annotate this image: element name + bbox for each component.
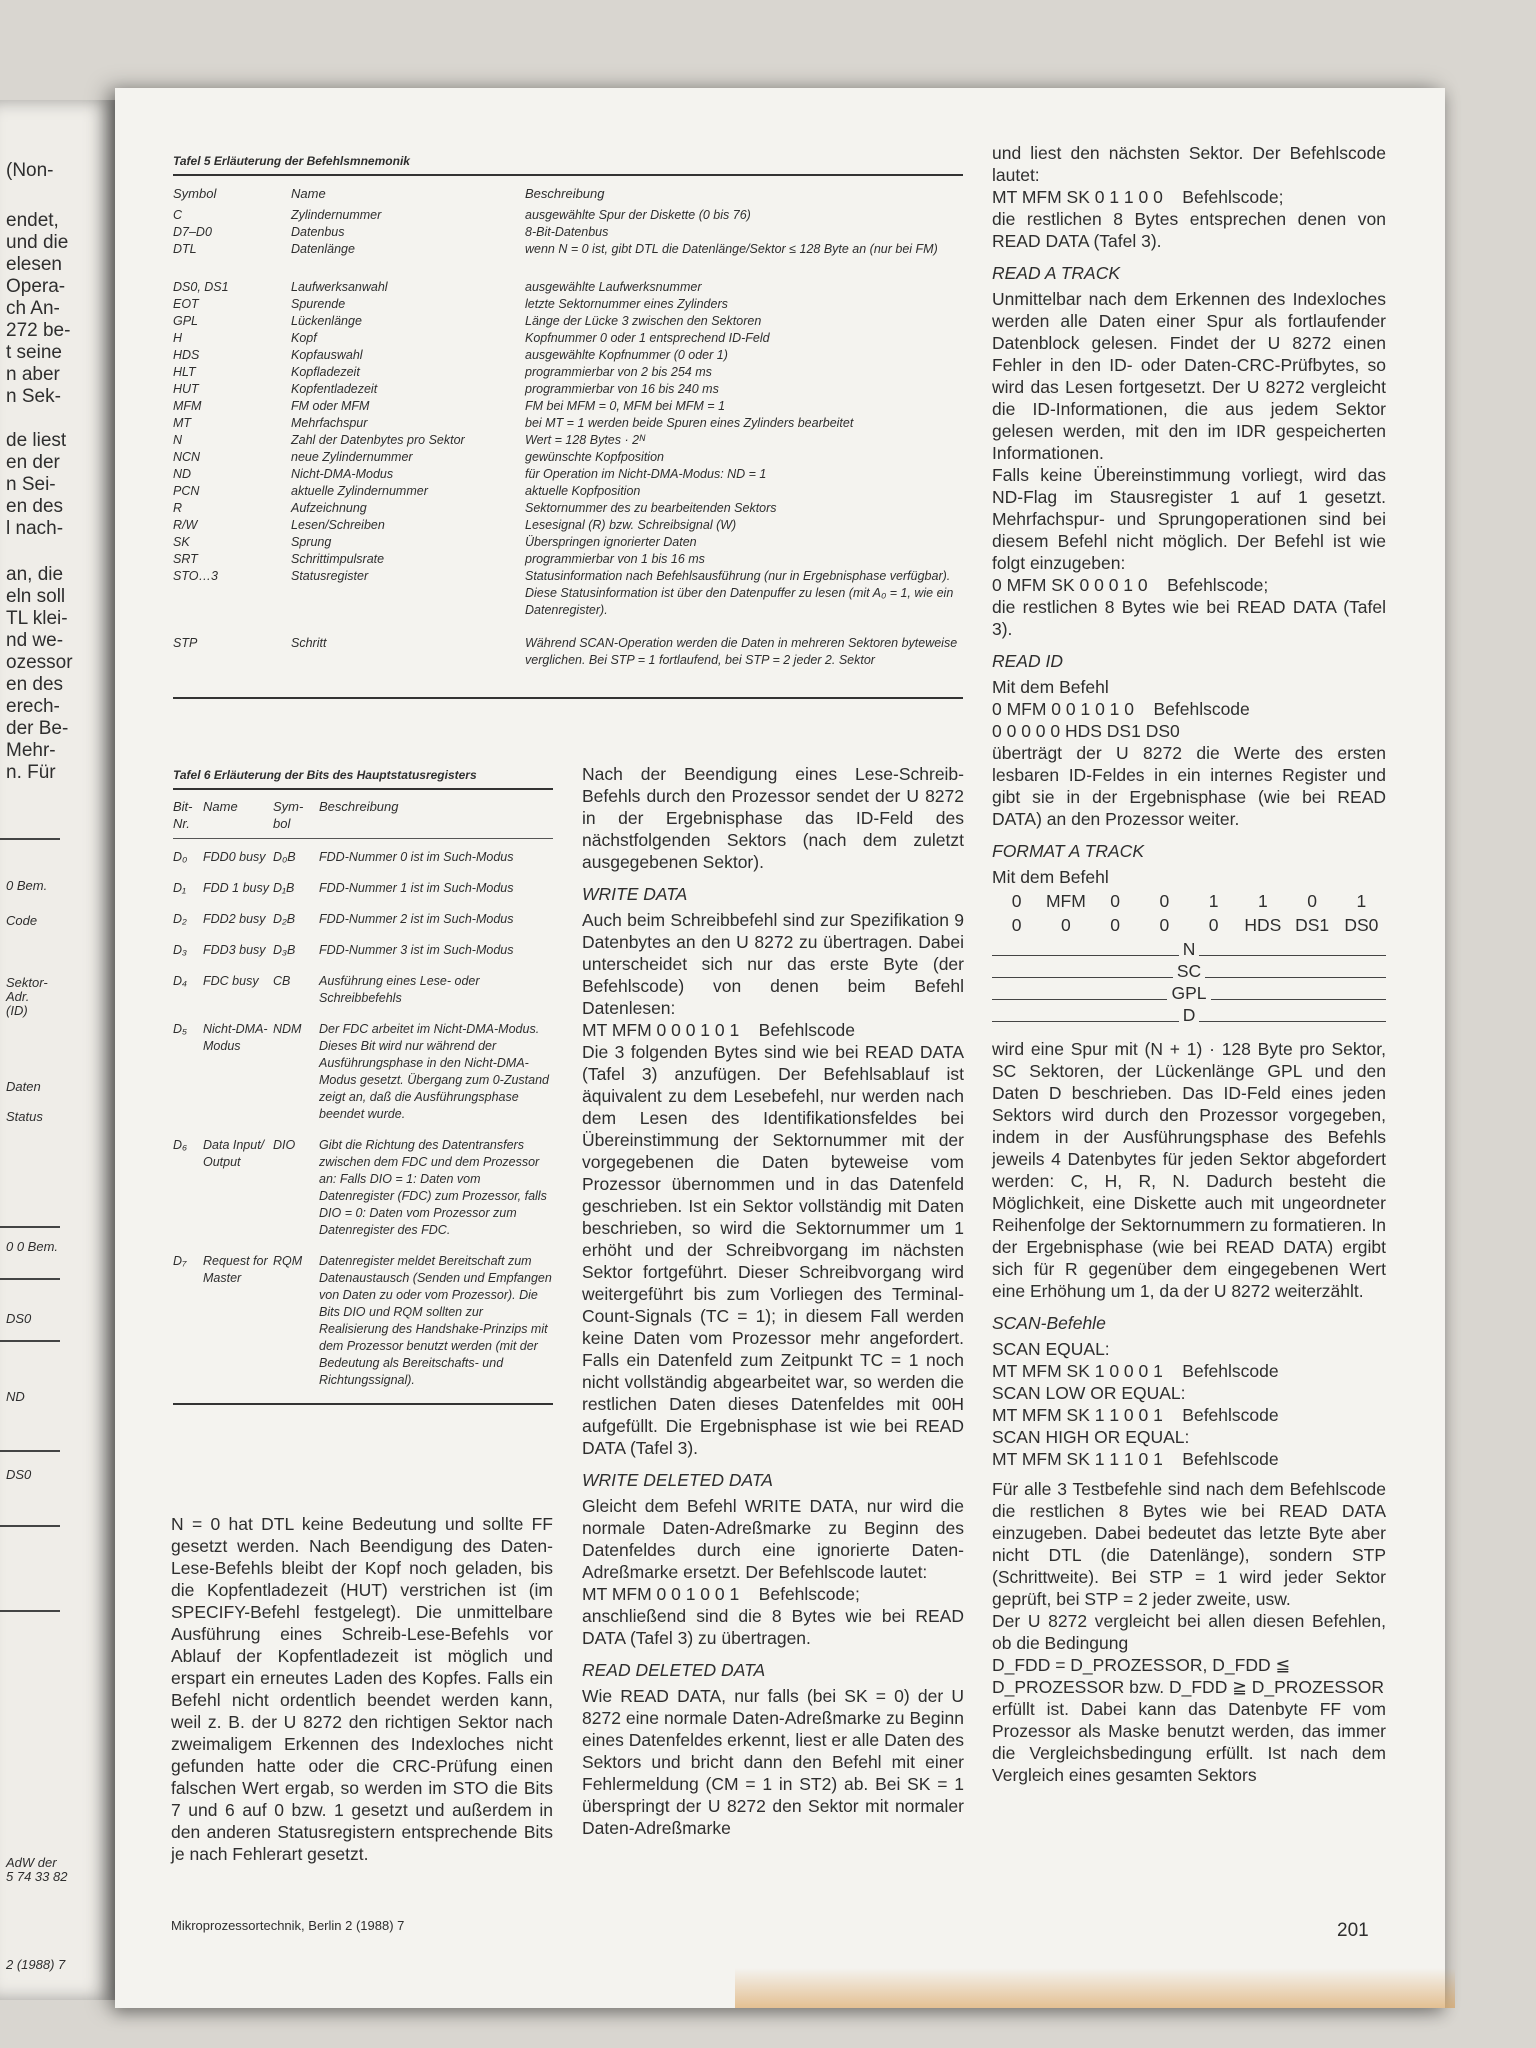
name-cell: FDD0 busy (203, 850, 266, 864)
left-page-text-line: an, die (6, 564, 64, 585)
paragraph: Unmittelbar nach dem Erkennen des Indexloches werden alle Daten einer Spur als fortlaufender Datenblock gelesen. Findet der U 8272 einen Fehler in den ID- oder Daten-CRC-Prüfbytes, so wird das Lesen fortgesetzt. Der U 8272 vergleicht die ID-Informationen, die aus jedem Sektor gelesen werden, mit den im IDR gespeicherten Informationen. (992, 289, 1386, 463)
left-page-label: DS0 (6, 1467, 32, 1482)
format-bit: 0 (1061, 915, 1071, 935)
left-page-rule (0, 1340, 60, 1342)
name-cell: Zylindernummer (291, 208, 382, 222)
left-page-text-line: Mehr- (6, 740, 56, 761)
name-cell: Aufzeichnung (291, 501, 367, 515)
symbol-cell: MT (173, 416, 192, 430)
table-row (173, 398, 963, 415)
symbol-cell: NCN (173, 450, 201, 464)
name-cell: Lückenlänge (291, 314, 362, 328)
symbol-cell: R (173, 501, 183, 515)
symbol-cell: HDS (173, 348, 200, 362)
format-bit: 1 (1258, 891, 1268, 911)
column-right (992, 142, 1386, 1786)
table-row (173, 619, 963, 691)
left-page-rule (0, 1525, 60, 1527)
left-page-label: (ID) (6, 1003, 28, 1018)
paragraph: Auch beim Schreibbefehl sind zur Spezifikation 9 Datenbytes an den U 8272 zu übertragen. Dabei unterscheidet sich nur das erste Byte (der Befehlscode) von denen beim Befehl Datenlesen: (582, 910, 964, 1018)
description-cell: gewünschte Kopfposition (525, 450, 664, 464)
description-cell: Gibt die Richtung des Datentransfers zwischen dem FDC und dem Prozessor an: Falls DIO = 1: Daten vom Datenregister (FDC) zum Prozessor, falls DIO = 0: Daten vom Prozessor zum Datenregister des FDC. (319, 1138, 547, 1237)
symbol-cell: MFM (173, 399, 202, 413)
left-page-text-line: de liest (6, 430, 67, 451)
section-heading-write-deleted-data: WRITE DELETED DATA (582, 1470, 773, 1490)
description-cell: FDD-Nummer 1 ist im Such-Modus (319, 881, 514, 895)
left-page-label: ND (6, 1389, 25, 1404)
command-code: MT MFM 0 0 0 1 0 1 Befehlscode (582, 1020, 855, 1040)
left-page-rule (0, 838, 60, 840)
table-row (173, 1253, 553, 1403)
paragraph: Mit dem Befehl (992, 867, 1109, 887)
table-5-header-name: Name (291, 186, 326, 201)
format-bit: 0 (1110, 915, 1120, 935)
name-cell: Schritt (291, 636, 327, 650)
name-cell: FDD3 busy (203, 943, 266, 957)
name-cell: Request for Master (203, 1254, 268, 1285)
command-code: 0 MFM 0 0 1 0 1 0 Befehlscode (992, 699, 1250, 719)
left-page-text-line: der Be- (6, 718, 69, 739)
column-middle (582, 763, 964, 1839)
format-bit: 0 (1159, 915, 1170, 935)
description-cell: FDD-Nummer 0 ist im Such-Modus (319, 850, 514, 864)
section-heading-read-a-track: READ A TRACK (992, 263, 1121, 283)
description-cell: Datenregister meldet Bereitschaft zum Datenaustausch (Senden und Empfangen von Daten zu oder vom Prozessor). Die Bits DIO und RQM sollten zur Realisierung des Handshake-Prinzips mit dem Prozessor benutzt werden (mit der Bedeutung als Bereitschafts- und Richtungssignal). (319, 1254, 552, 1387)
format-parameter-label: N (1182, 939, 1196, 959)
symbol-cell: EOT (173, 297, 199, 311)
description-cell: ausgewählte Laufwerksnummer (525, 280, 702, 294)
table-row (173, 207, 963, 224)
section-heading-read-id: READ ID (992, 651, 1063, 671)
name-cell: Nicht-DMA-Modus (203, 1022, 268, 1053)
name-cell: neue Zylindernummer (291, 450, 413, 464)
description-cell: Kopfnummer 0 oder 1 entsprechend ID-Feld (525, 331, 770, 345)
bit-cell: D₇ (173, 1254, 187, 1268)
table-row (173, 911, 553, 942)
symbol-cell: SRT (173, 552, 198, 566)
symbol-cell: STP (173, 636, 198, 650)
left-page-rule (0, 1278, 60, 1280)
table-row (173, 347, 963, 364)
name-cell: Data Input/ Output (203, 1138, 265, 1169)
table-row (173, 880, 553, 911)
scan-command-list (992, 1338, 1386, 1470)
description-cell: letzte Sektornummer eines Zylinders (525, 297, 728, 311)
left-page-text-line: und die (6, 232, 69, 253)
left-page-label: Sektor- (6, 975, 48, 990)
left-page-rule (0, 1450, 60, 1452)
table-row (173, 279, 963, 296)
description-cell: FDD-Nummer 2 ist im Such-Modus (319, 912, 514, 926)
table-row (173, 534, 963, 551)
paragraph: anschließend sind die 8 Bytes wie bei READ DATA (Tafel 3) zu übertragen. (582, 1606, 964, 1648)
table-6 (173, 768, 553, 1405)
table-row (173, 500, 963, 517)
table-5-title: Tafel 5 Erläuterung der Befehlsmnemonik (173, 154, 410, 168)
name-cell: Kopfauswahl (291, 348, 363, 362)
table-row (173, 517, 963, 534)
symbol-cell: CB (273, 974, 291, 988)
symbol-cell: NDM (273, 1022, 302, 1036)
description-cell: Sektornummer des zu bearbeitenden Sektors (525, 501, 777, 515)
left-page-rule (0, 1226, 60, 1228)
symbol-cell: D7–D0 (173, 225, 212, 239)
paragraph: Mit dem Befehl (992, 677, 1109, 697)
bit-cell: D₄ (173, 974, 188, 988)
paper-stain (735, 1968, 1455, 2008)
description-cell: programmierbar von 1 bis 16 ms (525, 552, 705, 566)
table-5 (173, 154, 963, 699)
table-row (173, 330, 963, 347)
description-cell: FDD-Nummer 3 ist im Such-Modus (319, 943, 514, 957)
table-row (173, 849, 553, 880)
format-bit: 0 (1208, 915, 1219, 935)
description-cell: programmierbar von 2 bis 254 ms (525, 365, 712, 379)
bit-cell: D₆ (173, 1138, 188, 1152)
table-row (173, 241, 963, 279)
bit-cell: D₁ (173, 881, 186, 895)
command-code: 0 MFM SK 0 0 0 1 0 Befehlscode; (992, 575, 1269, 595)
description-cell: Während SCAN-Operation werden die Daten in mehreren Sektoren byteweise verglichen. Bei STP = 1 fortlaufend, bei STP = 2 jeder 2. Sektor (525, 636, 958, 667)
left-page-text-line: nd we- (6, 630, 64, 651)
section-heading-read-deleted-data: READ DELETED DATA (582, 1660, 766, 1680)
left-page-text-line: 272 be- (6, 320, 71, 341)
left-page-label: Adr. (6, 989, 30, 1004)
paragraph: Nach der Beendigung eines Lese-Schreib-Befehls durch den Prozessor sendet der U 8272 in der Ergebnisphase das ID-Feld des nächstfolgenden Sektors (nach dem zuletzt ausgegebenen Sektor). (582, 764, 964, 872)
description-cell: ausgewählte Spur der Diskette (0 bis 76) (525, 208, 751, 222)
left-page-label: DS0 (6, 1311, 32, 1326)
table-6-grid (173, 790, 553, 1403)
format-command-byte-2 (992, 914, 1386, 936)
section-heading-format-a-track: FORMAT A TRACK (992, 841, 1144, 861)
table-row (173, 551, 963, 568)
symbol-cell: R/W (173, 518, 198, 532)
description-cell: Überspringen ignorierter Daten (525, 535, 697, 549)
symbol-cell: SK (173, 535, 190, 549)
paragraph: die restlichen 8 Bytes wie bei READ DATA (Tafel 3). (992, 597, 1386, 639)
format-parameter-line (992, 1004, 1386, 1026)
name-cell: Spurende (291, 297, 346, 311)
left-page-text-line: elesen (6, 254, 62, 275)
left-page-text-line: en des (6, 674, 64, 695)
paragraph: Der U 8272 vergleicht bei allen diesen Befehlen, ob die Bedingung (992, 1611, 1386, 1653)
left-page-label: 2 (1988) 7 (6, 1957, 66, 1972)
table-6-header-bit: Bit-Nr. (173, 799, 193, 831)
name-cell: Datenbus (291, 225, 345, 239)
paragraph: Die 3 folgenden Bytes sind wie bei READ DATA (Tafel 3) anzufügen. Der Befehlsablauf ist äquivalent zu dem Lesebefehl, nur werden nach dem Lesen des Identifikationsfeldes bei Übereinstimmung der Sektornummer mit der vorgegebenen die Daten byteweise vom Prozessor übernommen und in das Datenfeld geschrieben. Ist ein Sektor vollständig mit Daten beschrieben, so wird die Sektornummer um 1 erhöht und der Schreibvorgang im nächsten Sektor fortgeführt. Dieser Schreibvorgang wird weitergeführt bis zum Vorliegen des Terminal-Count-Signals (TC = 1); in diesem Fall werden keine Daten vom Prozessor mehr angefordert. Falls ein Datenfeld zum Zeitpunkt TC = 1 noch nicht vollständig abgearbeitet war, so werden die restlichen Daten dieses Datenfeldes mit 00H aufgefüllt. Die Ergebnisphase ist wie bei READ DATA (Tafel 3). (582, 1042, 964, 1458)
left-page-text-line: ch An- (6, 298, 60, 319)
document-page (115, 88, 1445, 2008)
table-6-header-symbol: Sym-bol (273, 799, 304, 831)
bit-cell: D₀ (173, 850, 188, 864)
bit-cell: D₅ (173, 1022, 188, 1036)
left-page-label: 5 74 33 82 (6, 1869, 68, 1884)
description-cell: Wert = 128 Bytes · 2ᴺ (525, 433, 645, 447)
left-page-text-line: eln soll (6, 586, 66, 607)
scan-command-line: SCAN EQUAL: (992, 1339, 1110, 1359)
symbol-cell: STO…3 (173, 569, 218, 583)
table-row (173, 449, 963, 466)
format-parameter-line (992, 960, 1386, 982)
paragraph: erfüllt ist. Dabei kann das Datenbyte FF vom Prozessor als Maske benutzt werden, das immer die Vergleichsbedingung erfüllt. Ist nach dem Vergleich eines gesamten Sektors (992, 1699, 1386, 1785)
paragraph: Für alle 3 Testbefehle sind nach dem Befehlscode die restlichen 8 Bytes wie bei READ DATA einzugeben. Dabei bedeutet das letzte Byte aber nicht DTL (die Datenlänge), sondern STP (Schrittweite). Bei STP = 1 wird jeder Sektor geprüft, bei STP = 2 jeder zweite, usw. (992, 1479, 1386, 1609)
table-row (173, 432, 963, 449)
description-cell: bei MT = 1 werden beide Spuren eines Zylinders bearbeitet (525, 416, 854, 430)
paragraph: Wie READ DATA, nur falls (bei SK = 0) der U 8272 eine normale Daten-Adreßmarke zu Beginn eines Datenfeldes erkennt, liest er alle Daten des Sektors und bricht dann den Befehl mit einer Fehlermeldung (CM = 1 in ST2) ab. Bei SK = 1 überspringt der U 8272 den Sektor mit normaler Daten-Adreßmarke (582, 1686, 964, 1838)
section-heading-scan: SCAN-Befehle (992, 1313, 1106, 1333)
symbol-cell: GPL (173, 314, 199, 328)
name-cell: Laufwerksanwahl (291, 280, 388, 294)
table-row (173, 381, 963, 398)
table-row (173, 483, 963, 500)
format-parameter-label: D (1182, 1005, 1196, 1025)
left-page-rule (0, 1610, 60, 1612)
table-6-header-description: Beschreibung (319, 799, 399, 814)
symbol-cell: PCN (173, 484, 200, 498)
table-6-header-name: Name (203, 799, 238, 814)
table-row (173, 224, 963, 241)
description-cell: 8-Bit-Datenbus (525, 225, 609, 239)
column-left (171, 1513, 553, 1865)
name-cell: FDC busy (203, 974, 259, 988)
section-heading-write-data: WRITE DATA (582, 884, 688, 904)
symbol-cell: C (173, 208, 183, 222)
symbol-cell: N (173, 433, 183, 447)
description-cell: programmierbar von 16 bis 240 ms (525, 382, 719, 396)
symbol-cell: D₀B (273, 850, 296, 864)
table-row (173, 568, 963, 619)
left-facing-page (0, 100, 120, 2000)
command-code: MT MFM SK 0 1 1 0 0 Befehlscode; (992, 187, 1284, 207)
description-cell: Ausführung eines Lese- oder Schreibbefehls (319, 974, 480, 1005)
left-page-label: Code (6, 913, 38, 928)
left-page-label: Daten (6, 1079, 41, 1094)
format-parameter-label: GPL (1171, 983, 1207, 1003)
name-cell: FM oder MFM (291, 399, 370, 413)
left-page-text-line: n Sei- (6, 474, 56, 495)
name-cell: Datenlänge (291, 242, 355, 256)
name-cell: FDD 1 busy (203, 881, 269, 895)
scan-command-line: MT MFM SK 1 1 1 0 1 Befehlscode (992, 1449, 1279, 1469)
journal-footer: Mikroprozessortechnik, Berlin 2 (1988) 7 (171, 1918, 405, 1933)
symbol-cell: HLT (173, 365, 196, 379)
table-5-header-symbol: Symbol (173, 186, 217, 201)
paragraph: und liest den nächsten Sektor. Der Befehlscode lautet: (992, 143, 1386, 185)
scan-command-line: MT MFM SK 1 0 0 0 1 Befehlscode (992, 1361, 1279, 1381)
name-cell: Sprung (291, 535, 332, 549)
scan-command-line: SCAN HIGH OR EQUAL: (992, 1427, 1190, 1447)
description-cell: Lesesignal (R) bzw. Schreibsignal (W) (525, 518, 737, 532)
name-cell: Kopfladezeit (291, 365, 360, 379)
description-cell: aktuelle Kopfposition (525, 484, 641, 498)
description-cell: ausgewählte Kopfnummer (0 oder 1) (525, 348, 728, 362)
symbol-cell: DTL (173, 242, 197, 256)
paragraph: Falls keine Übereinstimmung vorliegt, wird das ND-Flag im Stausregister 1 auf 1 gesetzt. Mehrfachspur- und Sprungoperationen sind bei diesem Befehl nicht möglich. Der Befehl ist wie folgt einzugeben: (992, 465, 1386, 573)
name-cell: Nicht-DMA-Modus (291, 467, 394, 481)
symbol-cell: RQM (273, 1254, 303, 1268)
paragraph: N = 0 hat DTL keine Bedeutung und sollte FF gesetzt werden. Nach Beendigung des Daten-Lese-Befehls bleibt der Kopf noch geladen, bis die Kopfentladezeit (HUT) verstrichen ist (im SPECIFY-Befehl festgelegt). Die unmittelbare Ausführung eines Schreib-Lese-Befehls vor Ablauf der Kopfentladezeit ist möglich und erspart ein erneutes Laden des Kopfes. Falls ein Befehl nicht ordentlich beendet werden kann, weil z. B. der U 8272 den richtigen Sektor nach zweimaligem Erkennen des Indexloches nicht gefunden hatte oder die CRC-Prüfung einen falschen Wert ergab, so werden im STO die Bits 7 und 6 auf 0 bzw. 1 gesetzt und außerdem in den anderen Statusregistern entsprechende Bits je nach Fehlerart gesetzt. (171, 1514, 553, 1864)
name-cell: FDD2 busy (203, 912, 266, 926)
format-bit: HDS (1244, 915, 1282, 935)
table-5-grid (173, 178, 963, 691)
name-cell: Kopfentladezeit (291, 382, 378, 396)
symbol-cell: DIO (273, 1138, 296, 1152)
comparison-condition: D_FDD = D_PROZESSOR, D_FDD ≦ D_PROZESSOR bzw. D_FDD ≧ D_PROZESSOR (992, 1655, 1384, 1697)
format-bit: 0 (1110, 891, 1120, 911)
name-cell: Kopf (291, 331, 317, 345)
format-bit: DS1 (1295, 915, 1330, 935)
format-bit: 0 (1159, 891, 1170, 911)
format-parameter-lines (992, 938, 1386, 1026)
name-cell: Mehrfachspur (291, 416, 368, 430)
name-cell: aktuelle Zylindernummer (291, 484, 428, 498)
description-cell: wenn N = 0 ist, gibt DTL die Datenlänge/Sektor ≤ 128 Byte an (nur bei FM) (525, 242, 938, 256)
left-page-label: Status (6, 1109, 43, 1124)
left-page-label: AdW der (6, 1855, 57, 1870)
scan-command-line: SCAN LOW OR EQUAL: (992, 1383, 1186, 1403)
format-bit: 1 (1356, 891, 1367, 911)
left-page-text-line: en der (6, 452, 60, 473)
table-row (173, 313, 963, 330)
table-row (173, 364, 963, 381)
symbol-cell: HUT (173, 382, 199, 396)
table-5-header-description: Beschreibung (525, 186, 605, 201)
left-page-text-line: l nach- (6, 518, 64, 539)
paragraph: die restlichen 8 Bytes entsprechen denen von READ DATA (Tafel 3). (992, 209, 1386, 251)
format-bit: 1 (1208, 891, 1219, 911)
left-page-text-line: n. Für (6, 762, 56, 783)
symbol-cell: DS0, DS1 (173, 280, 229, 294)
name-cell: Statusregister (291, 569, 369, 583)
left-page-text-line: erech- (6, 696, 60, 717)
table-row (173, 296, 963, 313)
description-cell: Statusinformation nach Befehlsausführung (nur in Ergebnisphase verfügbar). Diese Statusinformation ist über den Datenpuffer zu lesen (mit A₀ = 1, wie ein Datenregister). (525, 569, 954, 617)
format-command-byte-1 (992, 890, 1386, 912)
left-page-text-line: t seine (6, 342, 62, 363)
bit-cell: D₃ (173, 943, 187, 957)
scan-command-line: MT MFM SK 1 1 0 0 1 Befehlscode (992, 1405, 1279, 1425)
paragraph: wird eine Spur mit (N + 1) · 128 Byte pro Sektor, SC Sektoren, der Lückenlänge GPL und den Daten D beschrieben. Das ID-Feld eines jeden Sektors wird durch den Prozessor vorgegeben, indem in der Ausführungsphase des Befehls jeweils 4 Datenbytes für jeden Sektor abgefordert werden: C, H, R, N. Dadurch besteht die Möglichkeit, eine Diskette auch mit ungeordneter Reihenfolge der Sektornummern zu formatieren. In der Ergebnisphase (wie bei READ DATA) ergibt sich für R gegenüber dem eingegebenen Wert eine Erhöhung um 1, da der U 8272 weiterzählt. (992, 1039, 1386, 1301)
symbol-cell: D₁B (273, 881, 295, 895)
format-parameter-label: SC (1176, 961, 1202, 981)
left-page-label: 0 0 Bem. (6, 1239, 59, 1254)
description-cell: Der FDC arbeitet im Nicht-DMA-Modus. Dieses Bit wird nur während der Ausführungsphase in den Nicht-DMA-Modus gesetzt. Übergang zum 0-Zustand zeigt an, daß die Ausführungsphase beendet wurde. (319, 1022, 549, 1121)
command-code: MT MFM 0 0 1 0 0 1 Befehlscode; (582, 1584, 860, 1604)
paragraph: überträgt der U 8272 die Werte des ersten lesbaren ID-Feldes in ein internes Register und gibt sie in der Ergebnisphase (wie bei READ DATA) an den Prozessor weiter. (992, 743, 1386, 829)
table-row (173, 415, 963, 432)
description-cell: Länge der Lücke 3 zwischen den Sektoren (525, 314, 762, 328)
left-page-text-line: n aber (6, 364, 60, 385)
table-row (173, 1137, 553, 1253)
name-cell: Schrittimpulsrate (291, 552, 385, 566)
format-bit: DS0 (1344, 915, 1379, 935)
command-code: 0 0 0 0 0 HDS DS1 DS0 (992, 721, 1180, 741)
page-number: 201 (1337, 1920, 1369, 1941)
format-parameter-line (992, 982, 1386, 1004)
left-page-text-line: en des (6, 496, 64, 517)
format-bit: MFM (1045, 891, 1086, 911)
left-page-text-line: ozessor (6, 652, 73, 673)
description-cell: für Operation im Nicht-DMA-Modus: ND = 1 (525, 467, 767, 481)
description-cell: FM bei MFM = 0, MFM bei MFM = 1 (525, 399, 726, 413)
symbol-cell: H (173, 331, 183, 345)
bit-cell: D₂ (173, 912, 187, 926)
format-bit: 0 (1011, 891, 1022, 911)
left-page-label: 0 Bem. (6, 878, 48, 893)
left-page-text-line: n Sek- (6, 386, 61, 407)
symbol-cell: D₃B (273, 943, 296, 957)
table-row (173, 466, 963, 483)
table-6-title: Tafel 6 Erläuterung der Bits des Hauptstatusregisters (173, 768, 477, 782)
left-page-text-line: Opera- (6, 276, 66, 297)
table-row (173, 973, 553, 1021)
table-row (173, 1021, 553, 1137)
format-bit: 0 (1307, 891, 1317, 911)
symbol-cell: D₂B (273, 912, 296, 926)
left-page-text-line: (Non- (6, 160, 54, 181)
symbol-cell: ND (173, 467, 192, 481)
left-page-text-line: endet, (6, 210, 59, 231)
paragraph: Gleicht dem Befehl WRITE DATA, nur wird die normale Daten-Adreßmarke zu Beginn des Datenfeldes durch eine ignorierte Daten-Adreßmarke ersetzt. Der Befehlscode lautet: (582, 1496, 964, 1582)
name-cell: Lesen/Schreiben (291, 518, 385, 532)
name-cell: Zahl der Datenbytes pro Sektor (291, 433, 465, 447)
format-bit: 0 (1011, 915, 1022, 935)
table-row (173, 942, 553, 973)
left-page-text-line: TL klei- (6, 608, 68, 629)
format-parameter-line (992, 938, 1386, 960)
